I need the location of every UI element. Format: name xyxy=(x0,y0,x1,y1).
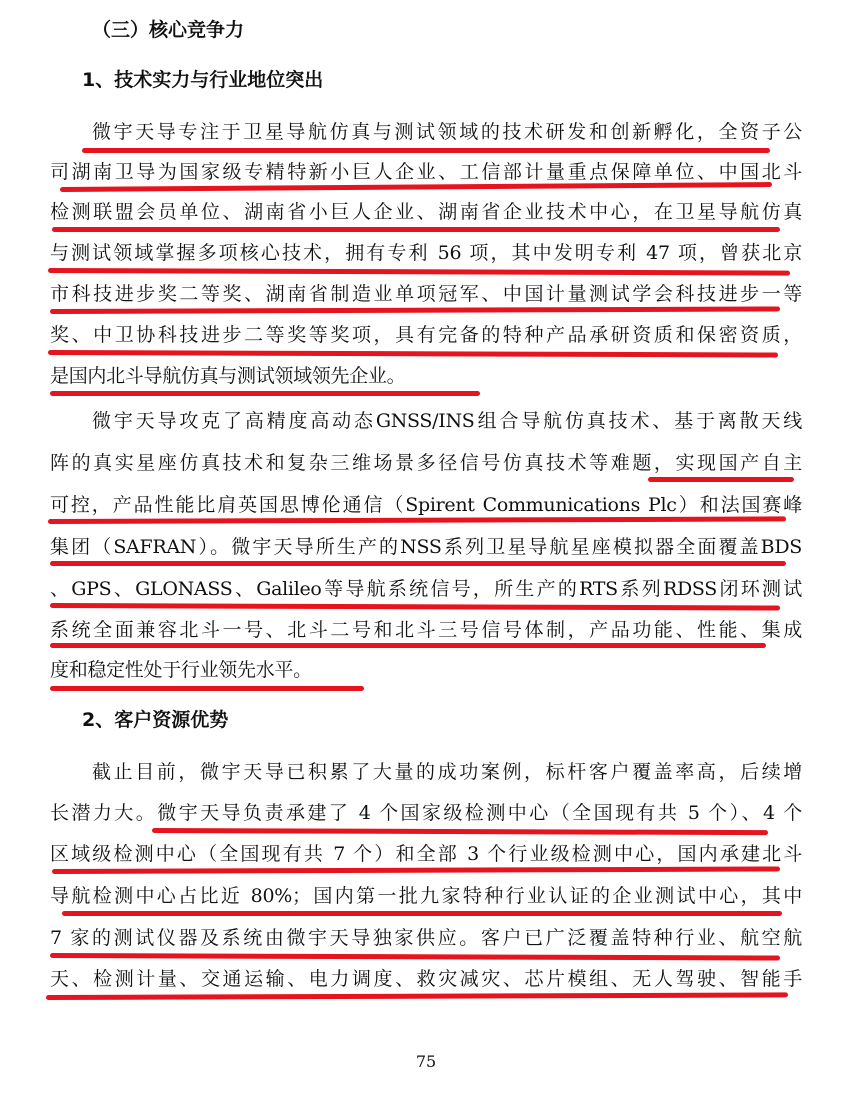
red-underline-marker xyxy=(50,643,766,648)
paragraph-line: 截止目前，微宇天导已积累了大量的成功案例，标杆客户覆盖率高，后续增 xyxy=(92,761,802,783)
paragraph-line: 与测试领域掌握多项核心技术，拥有专利 56 项，其中发明专利 47 项，曾获北京 xyxy=(50,242,802,264)
paragraph-line: 微宇天导专注于卫星导航仿真与测试领域的技术研发和创新孵化，全资子公 xyxy=(92,121,802,143)
paragraph-line: 是国内北斗导航仿真与测试领域领先企业。 xyxy=(50,365,406,387)
red-underline-marker xyxy=(46,992,788,1000)
red-underline-marker xyxy=(62,911,782,916)
red-underline-marker xyxy=(50,953,780,961)
red-underline-marker xyxy=(52,227,780,232)
red-underline-marker xyxy=(50,391,480,396)
paragraph-line: 7 家的测试仪器及系统由微宇天导独家供应。客户已广泛覆盖特种行业、航空航 xyxy=(50,927,802,949)
paragraph-line: 区域级检测中心（全国现有共 7 个）和全部 3 个行业级检测中心，国内承建北斗 xyxy=(50,843,802,865)
paragraph-line: 检测联盟会员单位、湖南省小巨人企业、湖南省企业技术中心，在卫星导航仿真 xyxy=(50,201,802,223)
red-underline-marker xyxy=(50,686,364,691)
subsection-heading-customers: 2、客户资源优势 xyxy=(82,709,229,731)
paragraph-line: 司湖南卫导为国家级专精特新小巨人企业、工信部计量重点保障单位、中国北斗 xyxy=(50,161,802,183)
paragraph-line: 天、检测计量、交通运输、电力调度、救灾减灾、芯片模组、无人驾驶、智能手 xyxy=(50,968,802,990)
paragraph-line: 微宇天导攻克了高精度高动态GNSS/INS组合导航仿真技术、基于离散天线 xyxy=(92,410,802,432)
red-underline-marker xyxy=(48,516,786,524)
page-number: 75 xyxy=(415,1052,437,1071)
red-underline-marker xyxy=(648,477,794,482)
paragraph-line: 奖、中卫协科技进步二等奖等奖项，具有完备的特种产品承研资质和保密资质， xyxy=(50,324,802,346)
paragraph-line: 度和稳定性处于行业领先水平。 xyxy=(50,659,312,681)
red-underline-marker xyxy=(50,306,780,314)
red-underline-marker xyxy=(48,268,790,276)
red-underline-marker xyxy=(152,828,768,835)
red-underline-marker xyxy=(82,148,770,153)
red-underline-marker xyxy=(52,866,780,874)
paragraph-line: 长潜力大。微宇天导负责承建了 4 个国家级检测中心（全国现有共 5 个）、4 个 xyxy=(50,802,802,824)
red-underline-marker xyxy=(50,561,786,566)
paragraph-line: 、GPS、GLONASS、Galileo等导航系统信号，所生产的RTS系列RDSS闭环测试 xyxy=(50,578,802,600)
subsection-heading-technology: 1、技术实力与行业地位突出 xyxy=(82,69,324,91)
paragraph-line: 系统全面兼容北斗一号、北斗二号和北斗三号信号体制，产品功能、性能、集成 xyxy=(50,619,802,641)
paragraph-line: 集团（SAFRAN）。微宇天导所生产的NSS系列卫星导航星座模拟器全面覆盖BDS xyxy=(50,536,802,558)
paragraph-line: 阵的真实星座仿真技术和复杂三维场景多径信号仿真技术等难题，实现国产自主 xyxy=(50,452,802,474)
section-title: （三）核心竞争力 xyxy=(92,19,245,41)
red-underline-marker xyxy=(50,603,780,611)
paragraph-line: 市科技进步奖二等奖、湖南省制造业单项冠军、中国计量测试学会科技进步一等 xyxy=(50,283,802,305)
red-underline-marker xyxy=(48,350,778,358)
paragraph-line: 可控，产品性能比肩英国思博伦通信（Spirent Communications Plc）和法国赛峰 xyxy=(50,494,802,516)
paragraph-line: 导航检测中心占比近 80%；国内第一批九家特种行业认证的企业测试中心，其中 xyxy=(50,885,802,907)
